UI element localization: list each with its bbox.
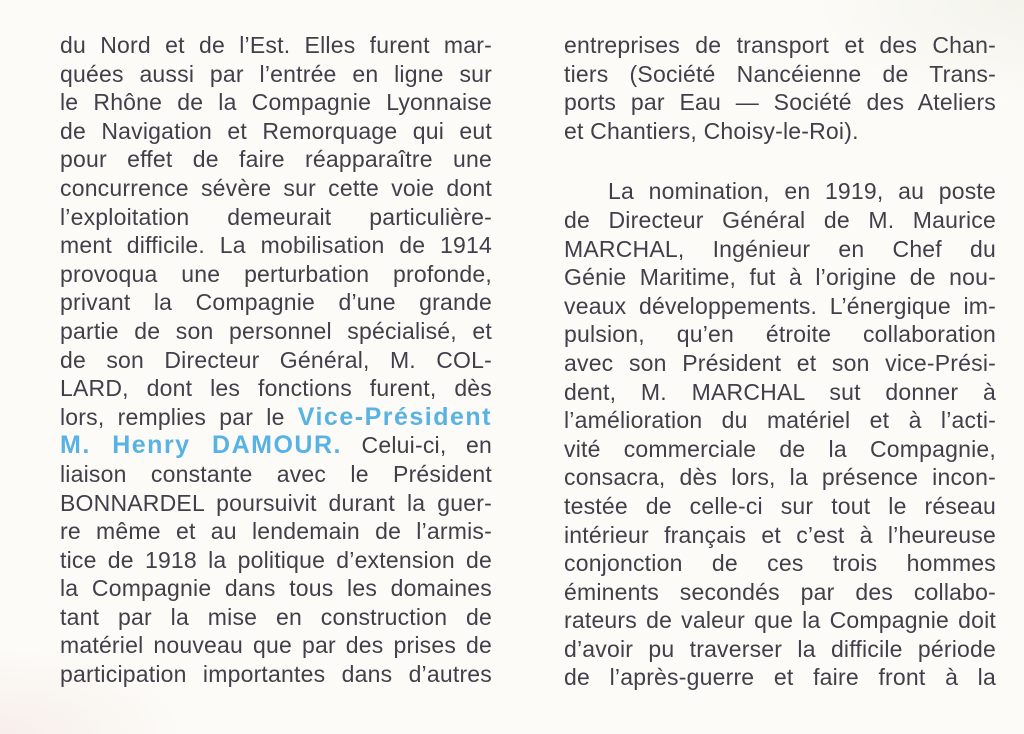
text-line: ports par Eau — Société des Ateliers [564, 89, 996, 116]
text-line: de son Directeur Général, M. COL- [60, 346, 492, 373]
text-line-mixed [60, 403, 492, 432]
text-line: partie de son personnel spécialisé, et [60, 317, 492, 344]
text-line: BONNARDEL poursuivit durant la guer- [60, 489, 492, 516]
text-line: LARD, dont les fonctions furent, dès [60, 375, 492, 402]
text-line: matériel nouveau que par des prises de [60, 632, 492, 659]
text-line: rateurs de valeur que la Compagnie doit [564, 607, 996, 634]
text-line: testée de celle-ci sur tout le réseau [564, 492, 996, 519]
text-line: liaison constante avec le Président [60, 460, 492, 487]
text-line: et Chantiers, Choisy-le-Roi). [564, 117, 859, 144]
text-line: d’avoir pu traverser la difficile période [564, 635, 996, 662]
text-line: le Rhône de la Compagnie Lyonnaise [60, 89, 492, 116]
text-line: conjonction de ces trois hommes [564, 550, 996, 577]
text-line: l’amélioration du matériel et à l’acti- [564, 407, 996, 434]
text-line: intérieur français et c’est à l’heureuse [564, 521, 996, 548]
text-line: de Navigation et Remorquage qui eut [60, 117, 492, 144]
text-line: Génie Maritime, fut à l’origine de nou- [564, 264, 996, 291]
text-line: quées aussi par l’entrée en ligne sur [60, 60, 492, 87]
text-line: tiers (Société Nancéienne de Trans- [564, 60, 996, 87]
text-line: La nomination, en 1919, au poste [608, 178, 996, 205]
text-line: vité commerciale de la Compagnie, [564, 435, 996, 462]
text-line: tant par la mise en construction de [60, 603, 492, 630]
vice-president-highlight: Vice-Président [297, 402, 492, 431]
text-line: tice de 1918 la politique d’extension de [60, 546, 492, 573]
text-line: entreprises de transport et des Chan- [564, 32, 996, 58]
paragraph-gap [564, 145, 996, 177]
text-line: veaux développements. L’énergique im- [564, 292, 996, 319]
text-line: MARCHAL, Ingénieur en Chef du [564, 235, 996, 262]
text-line: de Directeur Général de M. Maurice [564, 206, 996, 233]
text-line: éminents secondés par des collabo- [564, 578, 996, 605]
text-line: pour effet de faire réapparaître une [60, 146, 492, 173]
body-text: Celui-ci, en [361, 432, 492, 459]
left-column [60, 31, 492, 689]
damour-name-highlight: M. Henry DAMOUR. [60, 431, 342, 460]
text-line: re même et au lendemain de l’armis- [60, 518, 492, 545]
text-line: avec son Président et son vice-Prési- [564, 349, 996, 376]
text-line: participation importantes dans d’autres [60, 661, 492, 688]
body-text: lors, remplies par le [60, 403, 285, 430]
text-line: provoqua une perturbation profonde, [60, 260, 492, 287]
text-line: dent, M. MARCHAL sut donner à [564, 378, 996, 405]
text-line: la Compagnie dans tous les domaines [60, 575, 492, 602]
text-line-mixed [60, 431, 492, 460]
text-line: consacra, dès lors, la présence incon- [564, 464, 996, 491]
text-line: du Nord et de l’Est. Elles furent mar- [60, 32, 492, 58]
text-line: concurrence sévère sur cette voie dont [60, 174, 492, 201]
text-line: l’exploitation demeurait particulière- [60, 203, 492, 230]
text-line: privant la Compagnie d’une grande [60, 289, 492, 316]
text-line: ment difficile. La mobilisation de 1914 [60, 232, 492, 259]
text-line: de l’après-guerre et faire front à la [564, 664, 996, 691]
text-line: pulsion, qu’en étroite collaboration [564, 321, 996, 348]
right-column [564, 31, 996, 692]
